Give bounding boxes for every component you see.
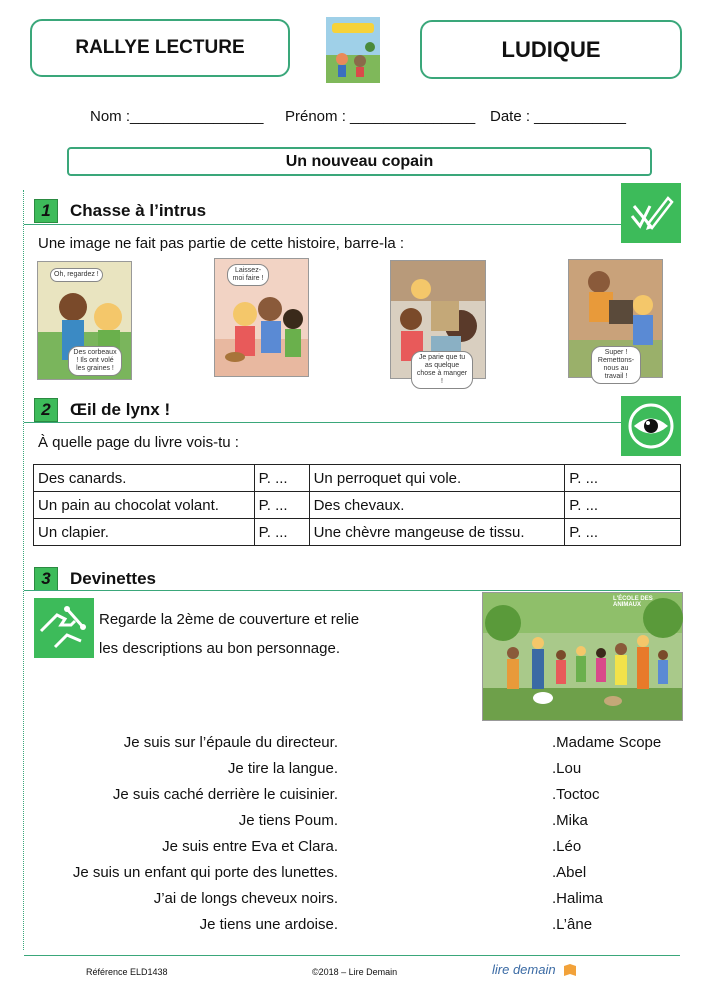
page-answer-cell[interactable]: P. ... (254, 465, 309, 492)
intrus-image-4[interactable] (568, 259, 663, 378)
clue-item[interactable]: Je tiens Poum. (238, 812, 338, 829)
story-title: Un nouveau copain (285, 152, 434, 170)
name-item[interactable]: .Léo (552, 838, 582, 855)
section3-rule (24, 590, 680, 591)
name-item[interactable]: .Mika (552, 812, 588, 829)
clue-item[interactable]: Je tiens une ardoise. (199, 916, 338, 933)
table-cell: Une chèvre mangeuse de tissu. (309, 519, 565, 546)
table-cell: Un pain au chocolat volant. (34, 492, 255, 519)
intrus-image-2[interactable] (214, 258, 309, 377)
pencil-cross-icon (626, 188, 676, 238)
names-list (552, 733, 692, 941)
section1-icon-box (621, 183, 681, 243)
intrus-image-4-bubble-bottom: Super ! Remettons-nous au travail ! (591, 346, 641, 384)
firstname-field[interactable]: Prénom : _______________ (285, 108, 476, 125)
section2-rule (24, 422, 622, 423)
name-item[interactable]: .Abel (552, 864, 587, 881)
footer-reference: Référence ELD1438 (86, 967, 168, 977)
table-cell: Des chevaux. (309, 492, 565, 519)
section1-instruction: Une image ne fait pas partie de cette histoire, barre-la : (38, 235, 405, 252)
table-row (34, 492, 681, 519)
link-hands-icon (37, 601, 91, 655)
margin-line (23, 190, 24, 950)
story-title-box (67, 147, 652, 176)
section1-title: Chasse à l’intrus (70, 201, 207, 220)
table-cell: Un perroquet qui vole. (309, 465, 565, 492)
clue-item[interactable]: Je suis entre Eva et Clara. (162, 838, 338, 855)
clues-list (30, 733, 338, 941)
clue-item[interactable]: Je suis caché derrière le cuisinier. (112, 786, 338, 803)
eye-icon (626, 401, 676, 451)
section3-instruction-line1: Regarde la 2ème de couverture et relie (99, 611, 360, 628)
section3-title: Devinettes (70, 569, 156, 588)
header-left-box (30, 19, 290, 77)
section2-instruction: À quelle page du livre vois-tu : (38, 434, 239, 451)
page-answer-cell[interactable]: P. ... (254, 519, 309, 546)
table-cell: Des canards. (34, 465, 255, 492)
section2-title: Œil de lynx ! (70, 400, 171, 419)
section2-icon-box (621, 396, 681, 456)
characters-picture (482, 592, 683, 721)
table-cell: Un clapier. (34, 519, 255, 546)
name-item[interactable]: .Madame Scope (552, 734, 662, 751)
name-item[interactable]: .L’âne (552, 916, 593, 933)
section2-number: 2 (34, 398, 58, 422)
picture-caption: L'ÉCOLE DES ANIMAUX (613, 596, 653, 608)
header-right-title: LUDIQUE (501, 36, 601, 62)
name-item[interactable]: .Toctoc (552, 786, 600, 803)
page-answer-cell[interactable]: P. ... (565, 465, 681, 492)
footer-rule (24, 955, 680, 956)
page-answer-cell[interactable]: P. ... (565, 492, 681, 519)
intrus-image-1-bubble-bottom: Des corbeaux ! Ils ont volé les graines ! (68, 346, 122, 376)
footer-copyright: ©2018 – Lire Demain (312, 967, 398, 977)
clue-item[interactable]: J’ai de longs cheveux noirs. (153, 890, 338, 907)
page-answer-cell[interactable]: P. ... (565, 519, 681, 546)
section1-rule (24, 224, 622, 225)
page-answer-cell[interactable]: P. ... (254, 492, 309, 519)
brand-logo-icon (563, 962, 577, 978)
intrus-image-1-bubble-top: Oh, regardez ! (50, 268, 103, 282)
page-table (33, 464, 681, 546)
intrus-image-1[interactable] (37, 261, 132, 380)
footer-brand: lire demain (492, 962, 556, 977)
book-cover-image (326, 17, 380, 83)
intrus-image-2-bubble-top: Laissez-moi faire ! (227, 264, 269, 286)
clue-item[interactable]: Je suis sur l’épaule du directeur. (123, 734, 338, 751)
clue-item[interactable]: Je suis un enfant qui porte des lunettes. (72, 864, 338, 881)
table-row (34, 519, 681, 546)
section3-icon-box (34, 598, 94, 658)
intrus-image-3[interactable] (390, 260, 486, 385)
header-left-title: RALLYE LECTURE (75, 37, 245, 58)
name-item[interactable]: .Halima (552, 890, 603, 907)
clue-item[interactable]: Je tire la langue. (227, 760, 338, 777)
header-right-box (420, 20, 682, 79)
section3-instruction-line2: les descriptions au bon personnage. (99, 640, 340, 657)
name-field[interactable]: Nom :________________ (90, 108, 264, 125)
intrus-image-3-bubble-bottom: Je parie que tu as quelque chose à manger ! (411, 351, 473, 389)
table-row (34, 465, 681, 492)
date-field[interactable]: Date : ___________ (490, 108, 626, 125)
name-item[interactable]: .Lou (552, 760, 582, 777)
section1-number: 1 (34, 199, 58, 223)
section3-number: 3 (34, 567, 58, 591)
